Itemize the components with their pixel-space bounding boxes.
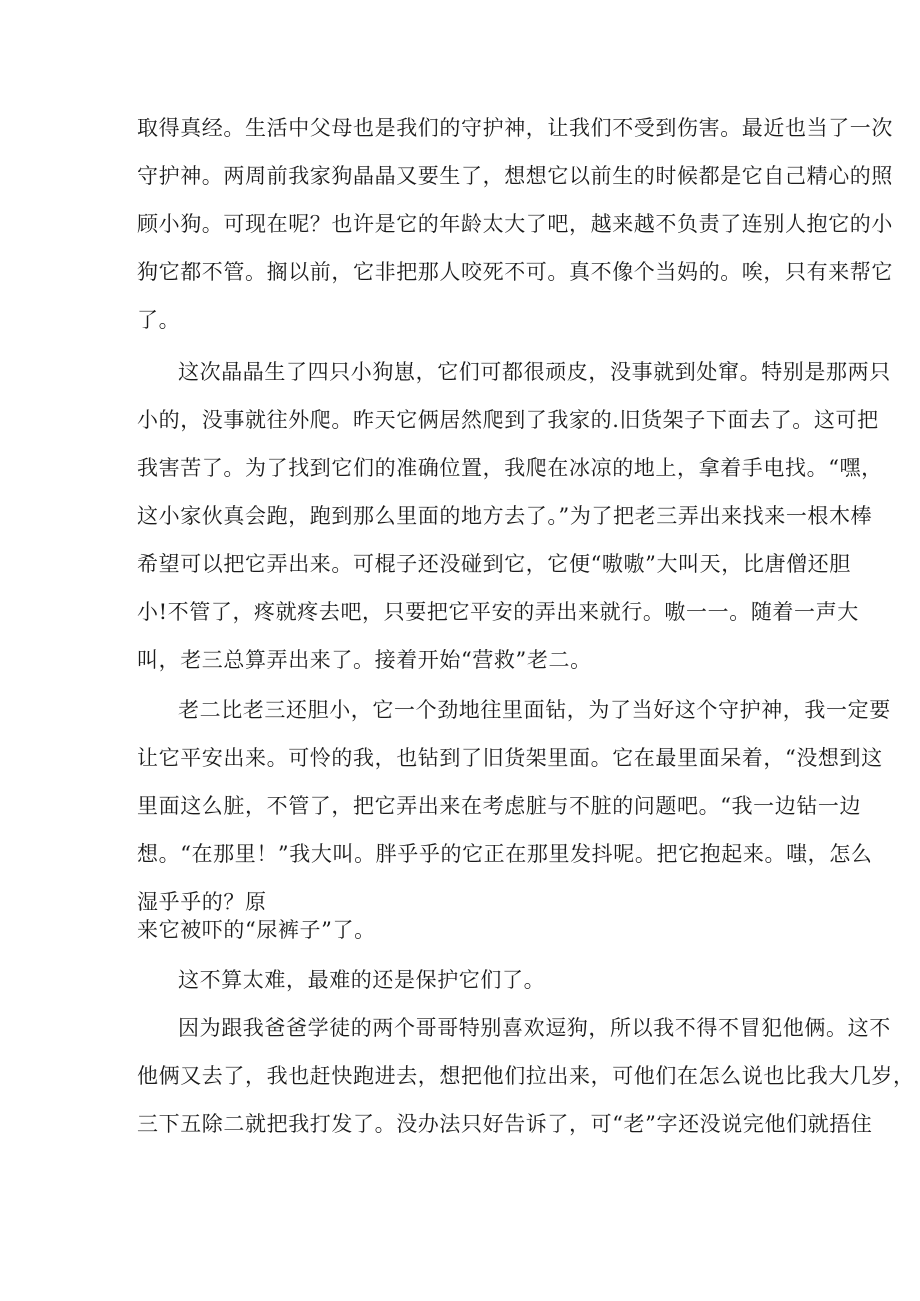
text-line: 小的，没事就往外爬。昨天它俩居然爬到了我家的.旧货架子下面去了。这可把 (137, 408, 879, 432)
text-line: 让它平安出来。可怜的我，也钻到了旧货架里面。它在最里面呆着，“没想到这 (137, 746, 883, 770)
paragraph-start-line: 老二比老三还胆小，它一个劲地往里面钻，为了当好这个守护神，我一定要 (178, 698, 891, 722)
text-line: 想。“在那里！”我大叫。胖乎乎的它正在那里发抖呢。把它抱起来。嗤，怎么 (137, 842, 873, 866)
text-line: 叫，老三总算弄出来了。接着开始“营救”老二。 (137, 648, 592, 672)
text-line: 顾小狗。可现在呢？也许是它的年龄太大了吧，越来越不负责了连别人抱它的小 (137, 212, 893, 236)
text-line: 希望可以把它弄出来。可棍子还没碰到它，它便“嗷嗷”大叫天，比唐僧还胆 (137, 552, 851, 576)
text-line: 他俩又去了，我也赶快跑进去，想把他们拉出来，可他们在怎么说也比我大几岁， (137, 1064, 915, 1088)
text-line: 这小家伙真会跑，跑到那么里面的地方去了。”为了把老三弄出来找来一根木棒 (137, 504, 873, 528)
text-line: 狗它都不管。搁以前，它非把那人咬死不可。真不像个当妈的。唉，只有来帮它 (137, 260, 893, 284)
text-line: 守护神。两周前我家狗晶晶又要生了，想想它以前生的时候都是它自己精心的照 (137, 164, 893, 188)
paragraph-start-line: 这次晶晶生了四只小狗崽，它们可都很顽皮，没事就到处窜。特别是那两只 (178, 360, 891, 384)
text-line: 了。 (137, 308, 181, 332)
text-line: 来它被吓的“尿裤子”了。 (137, 918, 376, 942)
text-line: 我害苦了。为了找到它们的准确位置，我爬在冰凉的地上，拿着手电找。“嘿， (137, 456, 883, 480)
paragraph-start-line: 因为跟我爸爸学徒的两个哥哥特别喜欢逗狗，所以我不得不冒犯他俩。这不 (178, 1016, 891, 1040)
text-line: 湿乎乎的？原 (137, 890, 267, 914)
paragraph-start-line: 这不算太难，最难的还是保护它们了。 (178, 968, 546, 992)
text-line: 取得真经。生活中父母也是我们的守护神，让我们不受到伤害。最近也当了一次 (137, 116, 893, 140)
text-line: 里面这么脏，不管了，把它弄出来在考虑脏与不脏的问题吧。“我一边钻一边 (137, 794, 862, 818)
text-line: 小!不管了，疼就疼去吧，只要把它平安的弄出来就行。嗷一一。随着一声大 (137, 600, 859, 624)
text-line: 三下五除二就把我打发了。没办法只好告诉了，可“老”字还没说完他们就捂住 (137, 1112, 873, 1136)
